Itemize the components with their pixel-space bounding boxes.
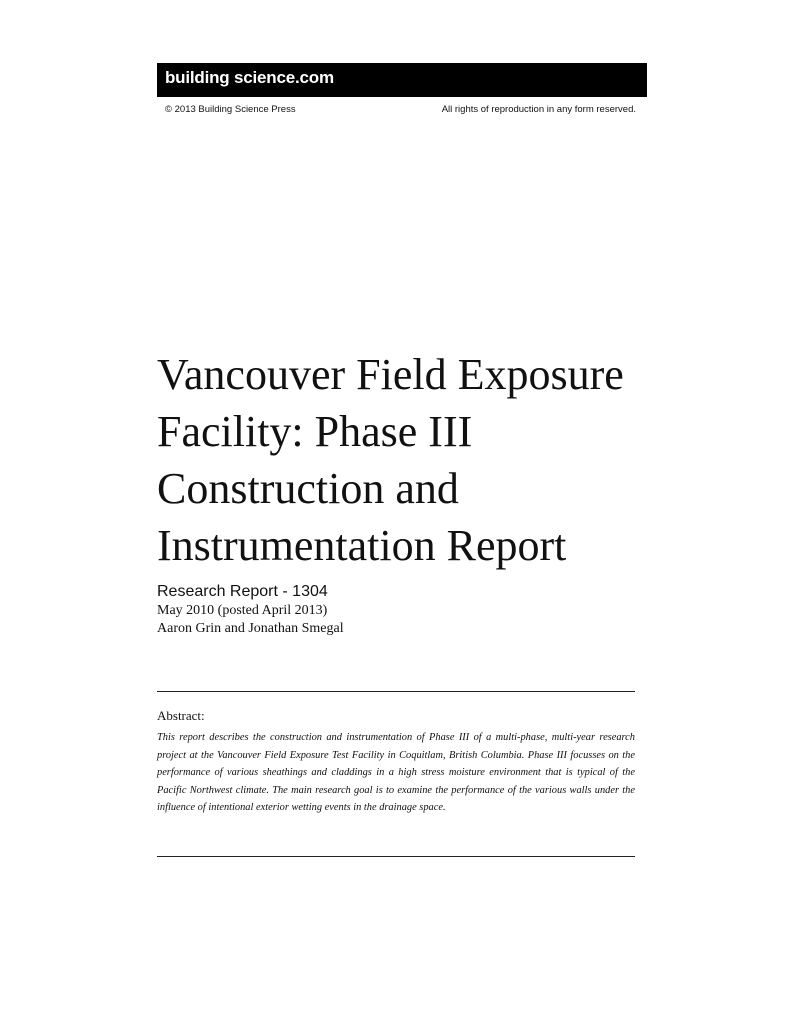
- report-date: May 2010 (posted April 2013): [157, 603, 328, 618]
- abstract-heading: Abstract:: [157, 708, 205, 723]
- document-title: [157, 346, 677, 574]
- abstract-body: This report describes the construction and instrumentation of Phase III of a multi-phase, multi-year research project at the Vancouver Field Exposure Test Facility in Coquitlam, British Columbia. Phase III focusses on the performance of various sheathings and claddings in a high stress moisture environment that is typical of the Pacific Northwest climate. The main research goal is to examine the performance of the various walls under the influence of intentional exterior wetting events in the drainage space.: [157, 732, 635, 813]
- divider: [157, 691, 635, 692]
- report-authors: Aaron Grin and Jonathan Smegal: [157, 621, 344, 636]
- title-line: Instrumentation Report: [157, 521, 567, 570]
- report-number: Research Report - 1304: [157, 583, 328, 600]
- rights-notice: All rights of reproduction in any form reserved.: [441, 104, 636, 115]
- title-line: Vancouver Field Exposure: [157, 350, 624, 399]
- title-line: Facility: Phase III: [157, 407, 473, 456]
- title-line: Construction and: [157, 464, 459, 513]
- brand-name: building science.com: [165, 68, 334, 87]
- divider: [157, 856, 635, 857]
- brand-header-bar: [157, 63, 647, 97]
- copyright-notice: © 2013 Building Science Press: [165, 104, 296, 115]
